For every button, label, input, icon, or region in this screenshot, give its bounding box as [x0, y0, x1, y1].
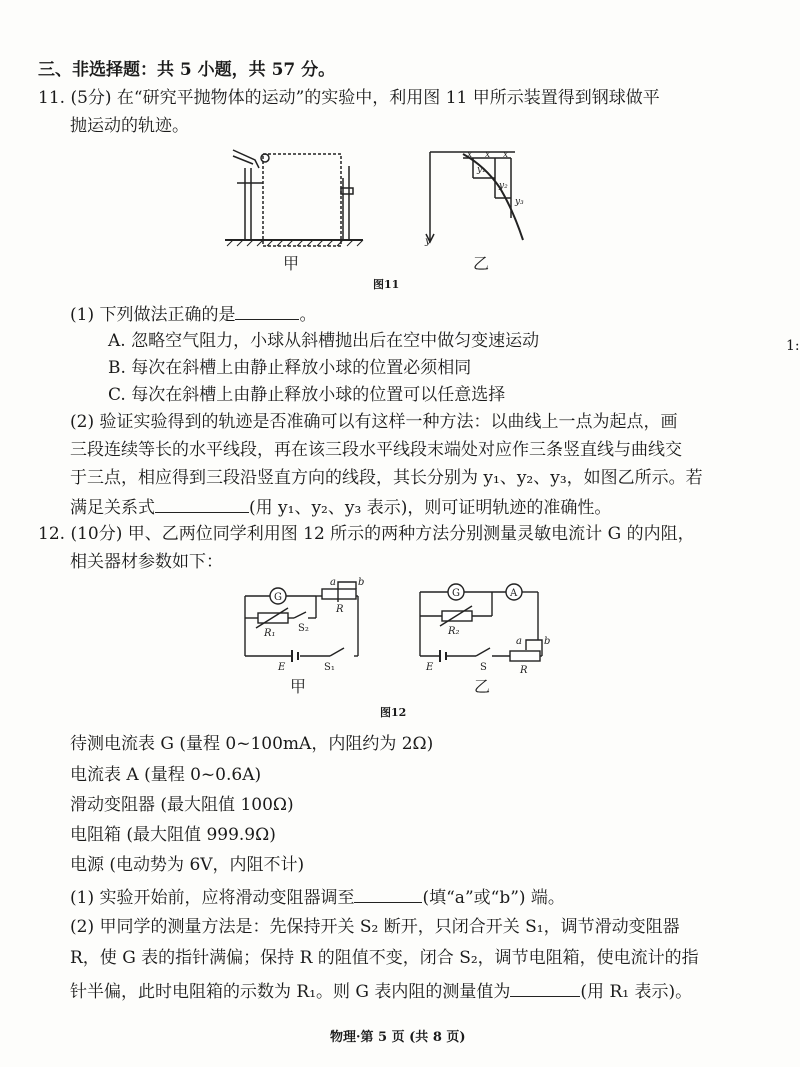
q12-stem-line1: 12. (10分) 甲、乙两位同学利用图 12 所示的两种方法分别测量灵敏电流计 G 的内阻， [38, 524, 695, 544]
figure-11-label-jia: 甲 [283, 254, 300, 273]
equipment-5: 电源 (电动势为 6V，内阻不计) [70, 855, 305, 875]
circuit-yi-S: S [480, 662, 487, 673]
circuit-yi-G: G [452, 588, 460, 599]
q11-part2-answer-blank[interactable] [155, 494, 249, 513]
q11-part2-suffix: (用 y₁、y₂、y₃ 表示)，则可证明轨迹的准确性。 [249, 498, 612, 518]
equipment-3: 滑动变阻器 (最大阻值 100Ω) [70, 795, 294, 815]
fig11-axis-y: y [425, 236, 431, 247]
q11-part2-line1: (2) 验证实验得到的轨迹是否准确可以有这样一种方法：以曲线上一点为起点，画 [70, 412, 678, 432]
circuit-yi-R: R [520, 665, 528, 676]
q11-part1 [70, 301, 316, 327]
circuit-jia-S1: S₁ [324, 662, 335, 673]
circuit-jia-label: 甲 [290, 677, 307, 696]
equipment-4: 电阻箱 (最大阻值 999.9Ω) [70, 825, 276, 845]
circuit-jia-R1: R₁ [264, 628, 276, 639]
circuit-jia-b: b [358, 577, 365, 588]
q12-part2-line2: R，使 G 表的指针满偏；保持 R 的阻值不变，闭合 S₂，调节电阻箱，使电流计的指 [70, 948, 699, 968]
fig11-mark-y1: y₁ [477, 165, 486, 175]
q11-option-c: C. 每次在斜槽上由静止释放小球的位置可以任意选择 [108, 385, 506, 405]
q11-part2-line3: 于三点，相应得到三段沿竖直方向的线段，其长分别为 y₁、y₂、y₃，如图乙所示。若 [70, 468, 703, 488]
q12-part1-suffix: (填“a”或“b”) 端。 [422, 888, 565, 908]
q12-part2-prefix: 针半偏，此时电阻箱的示数为 R₁。则 G 表内阻的测量值为 [70, 982, 511, 1002]
circuit-jia-E: E [278, 662, 286, 673]
fig11-mark-x3: x [503, 150, 509, 160]
figure-12-caption: 图12 [380, 706, 407, 719]
section-title: 三、非选择题：共 5 小题，共 57 分。 [38, 60, 336, 80]
equipment-2: 电流表 A (量程 0~0.6A) [70, 765, 262, 785]
fig11-mark-y3: y₃ [515, 197, 524, 207]
margin-mark: 1: [786, 338, 800, 354]
q12-stem-line2: 相关器材参数如下： [70, 552, 223, 572]
q11-part1-suffix: 。 [299, 305, 317, 325]
q11-option-b: B. 每次在斜槽上由静止释放小球的位置必须相同 [108, 358, 472, 378]
circuit-yi-A: A [510, 588, 518, 599]
q12-part2-line3 [70, 978, 692, 1004]
circuit-jia-R: R [336, 604, 344, 615]
circuit-jia-a: a [330, 577, 336, 588]
q11-stem-line2: 抛运动的轨迹。 [70, 116, 189, 136]
circuit-yi-label: 乙 [474, 677, 491, 696]
q12-part1-prefix: (1) 实验开始前，应将滑动变阻器调至 [70, 888, 355, 908]
circuit-yi-a: a [516, 636, 522, 647]
fig11-mark-x2: x [485, 150, 491, 160]
circuit-yi-R2: R₂ [448, 626, 460, 637]
q11-part1-prefix: (1) 下列做法正确的是 [70, 305, 236, 325]
q11-part1-answer-blank[interactable] [235, 301, 299, 320]
q11-stem-line1: 11. (5分) 在“研究平抛物体的运动”的实验中，利用图 11 甲所示装置得到钢球做平 [38, 88, 660, 108]
figure-11-caption: 图11 [373, 278, 400, 291]
figure-11 [215, 138, 555, 288]
fig11-mark-y2: y₂ [499, 181, 508, 191]
q12-part2-line1: (2) 甲同学的测量方法是：先保持开关 S₂ 断开，只闭合开关 S₁，调节滑动变阻器 [70, 917, 680, 937]
q11-part2-prefix: 满足关系式 [70, 498, 155, 518]
q12-part2-suffix: (用 R₁ 表示)。 [580, 982, 693, 1002]
fig11-mark-x1: x [467, 150, 473, 160]
circuit-jia [245, 582, 358, 662]
circuit-yi [420, 584, 542, 662]
figure-11-label-yi: 乙 [473, 254, 490, 273]
q12-part1-answer-blank[interactable] [354, 884, 422, 903]
page-footer: 物理·第 5 页 (共 8 页) [330, 1030, 466, 1045]
q11-part2-line4 [70, 494, 611, 520]
circuit-jia-S2: S₂ [298, 623, 309, 634]
equipment-1: 待测电流表 G (量程 0~100mA，内阻约为 2Ω) [70, 734, 434, 754]
figure-11-trajectory [426, 152, 523, 242]
q12-part1 [70, 884, 565, 910]
q11-option-a: A. 忽略空气阻力，小球从斜槽抛出后在空中做匀变速运动 [108, 331, 540, 351]
circuit-jia-G: G [274, 592, 282, 603]
figure-12 [230, 574, 560, 698]
figure-11-apparatus [225, 150, 363, 246]
circuit-yi-b: b [544, 636, 551, 647]
circuit-yi-E: E [426, 662, 434, 673]
q11-part2-line2: 三段连续等长的水平线段，再在该三段水平线段末端处对应作三条竖直线与曲线交 [70, 440, 682, 460]
q12-part2-answer-blank[interactable] [510, 978, 580, 997]
